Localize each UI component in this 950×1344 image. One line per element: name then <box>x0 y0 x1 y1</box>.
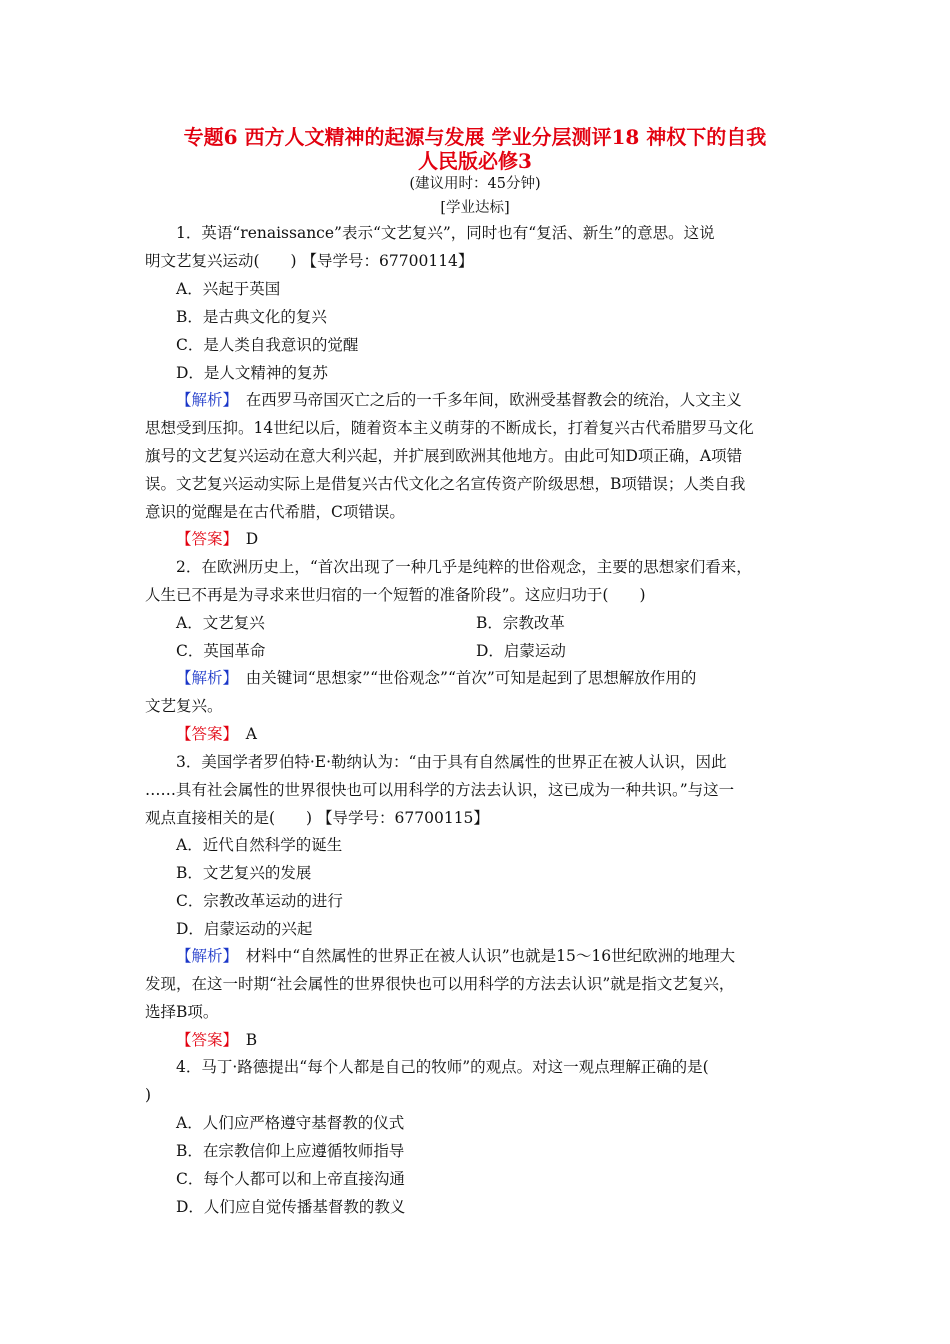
q4-stem-line1: 4．马丁·路德提出“每个人都是自己的牧师”的观点。对这一观点理解正确的是( <box>176 1058 709 1076</box>
answer-label: 【答案】 <box>176 725 231 743</box>
analysis-label: 【解析】 <box>176 669 231 687</box>
document-title-line1: 专题6 西方人文精神的起源与发展 学业分层测评18 神权下的自我 <box>183 125 767 149</box>
q4-option-c: C．每个人都可以和上帝直接沟通 <box>176 1170 405 1188</box>
q1-answer-value: D <box>245 530 259 548</box>
q3-analysis-line3: 选择B项。 <box>145 1003 219 1021</box>
q2-analysis-text1: 由关键词“思想家”“世俗观念”“首次”可知是起到了思想解放作用的 <box>245 669 697 687</box>
q1-option-a: A．兴起于英国 <box>176 280 281 298</box>
q1-answer-line <box>176 528 258 550</box>
q2-answer-line <box>176 723 257 745</box>
q1-option-d: D．是人文精神的复苏 <box>176 364 328 382</box>
q3-option-b: B．文艺复兴的发展 <box>176 864 312 882</box>
q2-option-b: B．宗教改革 <box>476 614 565 632</box>
q3-answer-line <box>176 1029 257 1051</box>
q1-analysis-text1: 在西罗马帝国灭亡之后的一千多年间，欧洲受基督教会的统治，人文主义 <box>245 391 742 409</box>
q3-option-c: C．宗教改革运动的进行 <box>176 892 343 910</box>
q2-analysis-line1 <box>176 667 696 689</box>
q3-stem-line2: ……具有社会属性的世界很快也可以用科学的方法去认识，这已成为一种共识。”与这一 <box>145 781 735 799</box>
q3-analysis-text1: 材料中“自然属性的世界正在被人认识”也就是15～16世纪欧洲的地理大 <box>245 947 736 965</box>
answer-label: 【答案】 <box>176 1031 231 1049</box>
q3-stem-line1: 3．美国学者罗伯特·E·勒纳认为：“由于具有自然属性的世界正在被人认识，因此 <box>176 753 727 771</box>
q1-analysis-line2: 思想受到压抑。14世纪以后，随着资本主义萌芽的不断成长，打着复兴古代希腊罗马文化 <box>145 419 754 437</box>
q3-option-a: A．近代自然科学的诞生 <box>176 836 343 854</box>
q1-stem-line1: 1．英语“renaissance”表示“文艺复兴”，同时也有“复活、新生”的意思。这说 <box>176 224 715 242</box>
q4-stem-line2: ) <box>145 1086 152 1104</box>
document-title-line2: 人民版必修3 <box>418 149 532 173</box>
q2-analysis-line2: 文艺复兴。 <box>145 697 223 715</box>
q1-analysis-line3: 旗号的文艺复兴运动在意大利兴起，并扩展到欧洲其他地方。由此可知D项正确，A项错 <box>145 447 743 465</box>
suggested-time: (建议用时：45分钟) <box>409 176 541 192</box>
answer-label: 【答案】 <box>176 530 231 548</box>
analysis-label: 【解析】 <box>176 947 231 965</box>
q4-option-d: D．人们应自觉传播基督教的教义 <box>176 1198 406 1216</box>
q1-analysis-line5: 意识的觉醒是在古代希腊，C项错误。 <box>145 503 405 521</box>
section-heading: [学业达标] <box>440 200 510 216</box>
q1-analysis-line4: 误。文艺复兴运动实际上是借复兴古代文化之名宣传资产阶级思想，B项错误；人类自我 <box>145 475 746 493</box>
q2-answer-value: A <box>245 725 257 743</box>
q2-stem-line2: 人生已不再是为寻求来世归宿的一个短暂的准备阶段”。这应归功于( ) <box>145 586 646 604</box>
q3-analysis-line2: 发现，在这一时期“社会属性的世界很快也可以用科学的方法去认识”就是指文艺复兴， <box>145 975 735 993</box>
q2-stem-line1: 2．在欧洲历史上，“首次出现了一种几乎是纯粹的世俗观念，主要的思想家们看来， <box>176 558 752 576</box>
q4-option-b: B．在宗教信仰上应遵循牧师指导 <box>176 1142 405 1160</box>
q4-option-a: A．人们应严格遵守基督教的仪式 <box>176 1114 405 1132</box>
q1-option-c: C．是人类自我意识的觉醒 <box>176 336 359 354</box>
q3-answer-value: B <box>245 1031 258 1049</box>
q1-analysis-line1 <box>176 389 742 411</box>
q3-option-d: D．启蒙运动的兴起 <box>176 920 313 938</box>
analysis-label: 【解析】 <box>176 391 231 409</box>
q2-option-c: C．英国革命 <box>176 642 266 660</box>
q1-option-b: B．是古典文化的复兴 <box>176 308 327 326</box>
q2-option-d: D．启蒙运动 <box>476 642 566 660</box>
q1-stem-line2: 明文艺复兴运动( ) 【导学号：67700114】 <box>145 252 474 270</box>
q3-analysis-line1 <box>176 945 735 967</box>
q3-stem-line3: 观点直接相关的是( ) 【导学号：67700115】 <box>145 809 489 827</box>
q2-option-a: A．文艺复兴 <box>176 614 265 632</box>
